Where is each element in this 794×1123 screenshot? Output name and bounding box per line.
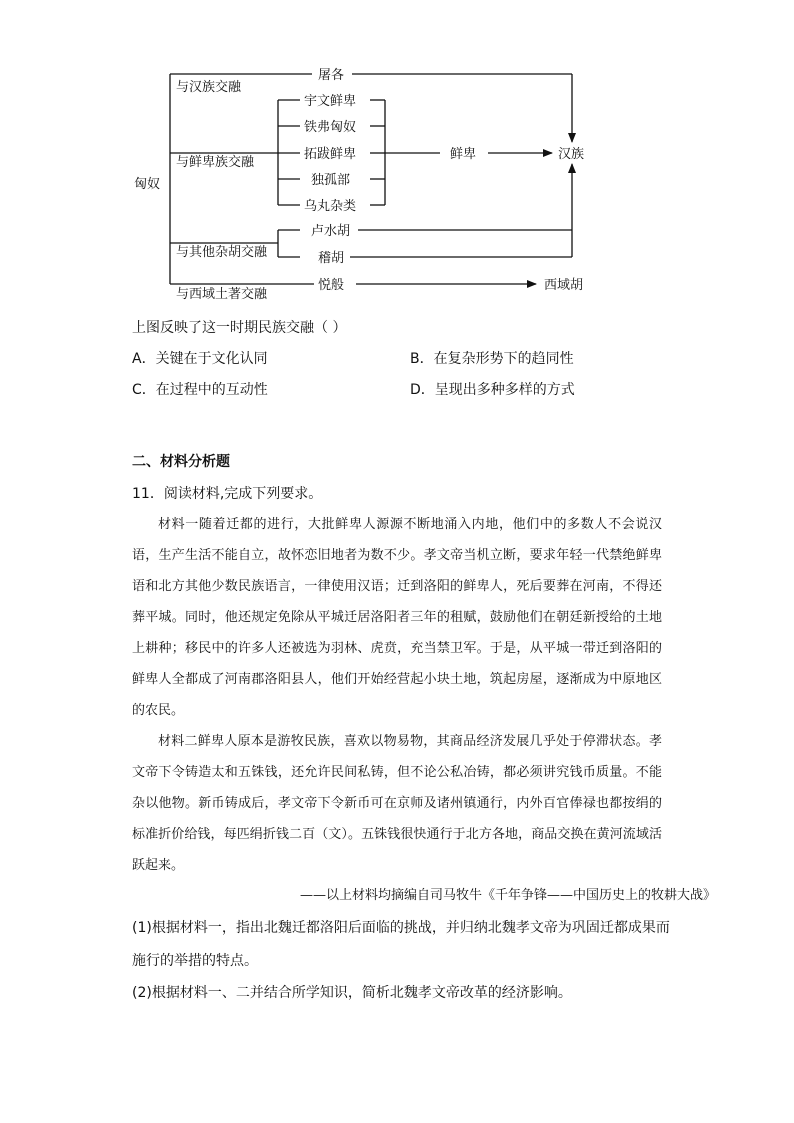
material-1: 材料一随着迁都的进行，大批鲜卑人源源不断地涌入内地，他们中的多数人不会说汉语，生产生活不能自立，故怀恋旧地者为数不少。孝文帝当机立断，要求年轻一代禁绝鲜卑语和北方其他少数民族语言，一律使用汉语；迁到洛阳的鲜卑人，死后要葬在河南，不得还葬平城。同时，他还规定免除从平城迁居洛阳者三年的租赋，鼓励他们在朝廷新授给的土地上耕种；移民中的许多人还被选为羽林、虎贲，充当禁卫军。于是，从平城一带迁到洛阳的鲜卑人全都成了河南郡洛阳县人，他们开始经营起小块土地，筑起房屋，逐渐成为中原地区的农民。 xyxy=(132,517,662,718)
branch-label-zahu: 与其他杂胡交融 xyxy=(176,245,268,260)
subquestion-2: (2)根据材料一、二并结合所学知识，简析北魏孝文帝改革的经济影响。 xyxy=(132,985,572,1001)
root-label-xiongnu: 匈奴 xyxy=(134,177,161,192)
subquestion-1-line-2: 施行的举措的特点。 xyxy=(132,953,258,969)
node-xianbei: 鲜卑 xyxy=(450,147,477,162)
node-jihu: 稽胡 xyxy=(318,251,345,266)
branch-label-xianbei: 与鲜卑族交融 xyxy=(176,155,255,170)
branch-label-han: 与汉族交融 xyxy=(176,80,242,95)
question-11-stem: 11．阅读材料,完成下列要求。 xyxy=(132,486,323,502)
node-hanzu: 汉族 xyxy=(558,147,585,162)
node-tiefu: 铁弗匈奴 xyxy=(304,120,357,135)
diagram-svg xyxy=(0,0,794,310)
node-dugu: 独孤部 xyxy=(311,173,351,188)
section-heading: 二、材料分析题 xyxy=(132,454,230,470)
node-yueban: 悦般 xyxy=(318,278,345,293)
node-tuge: 屠各 xyxy=(318,68,345,83)
node-tuoba: 拓跋鲜卑 xyxy=(304,147,357,162)
option-c: C．在过程中的互动性 xyxy=(132,382,268,398)
ethnic-fusion-diagram xyxy=(0,0,794,310)
node-yuwen: 宇文鲜卑 xyxy=(304,94,357,109)
node-lushui: 卢水胡 xyxy=(311,224,351,239)
option-d: D．呈现出多种多样的方式 xyxy=(410,382,575,398)
material-source: ——以上材料均摘编自司马牧牛《千年争锋——中国历史上的牧耕大战》 xyxy=(300,888,717,903)
question-10-stem: 上图反映了这一时期民族交融（ ） xyxy=(132,320,347,336)
node-xiyuhu: 西域胡 xyxy=(544,278,584,293)
node-wuwan: 乌丸杂类 xyxy=(304,199,357,214)
option-a: A．关键在于文化认同 xyxy=(132,351,268,367)
material-2: 材料二鲜卑人原本是游牧民族，喜欢以物易物，其商品经济发展几乎处于停滞状态。孝文帝下令铸造太和五铢钱，还允许民间私铸，但不论公私冶铸，都必须讲究钱币质量。不能杂以他物。新币铸成后，孝文帝下令新币可在京师及诸州镇通行，内外百官俸禄也都按绢的标准折价给钱，每匹绢折钱二百（文）。五铢钱很快通行于北方各地，商品交换在黄河流域活跃起来。 xyxy=(132,734,662,873)
option-b: B．在复杂形势下的趋同性 xyxy=(410,351,574,367)
subquestion-1-line-1: (1)根据材料一，指出北魏迁都洛阳后面临的挑战，并归纳北魏孝文帝为巩固迁都成果而 xyxy=(132,920,670,936)
branch-label-xiyu: 与西域土著交融 xyxy=(176,287,268,302)
